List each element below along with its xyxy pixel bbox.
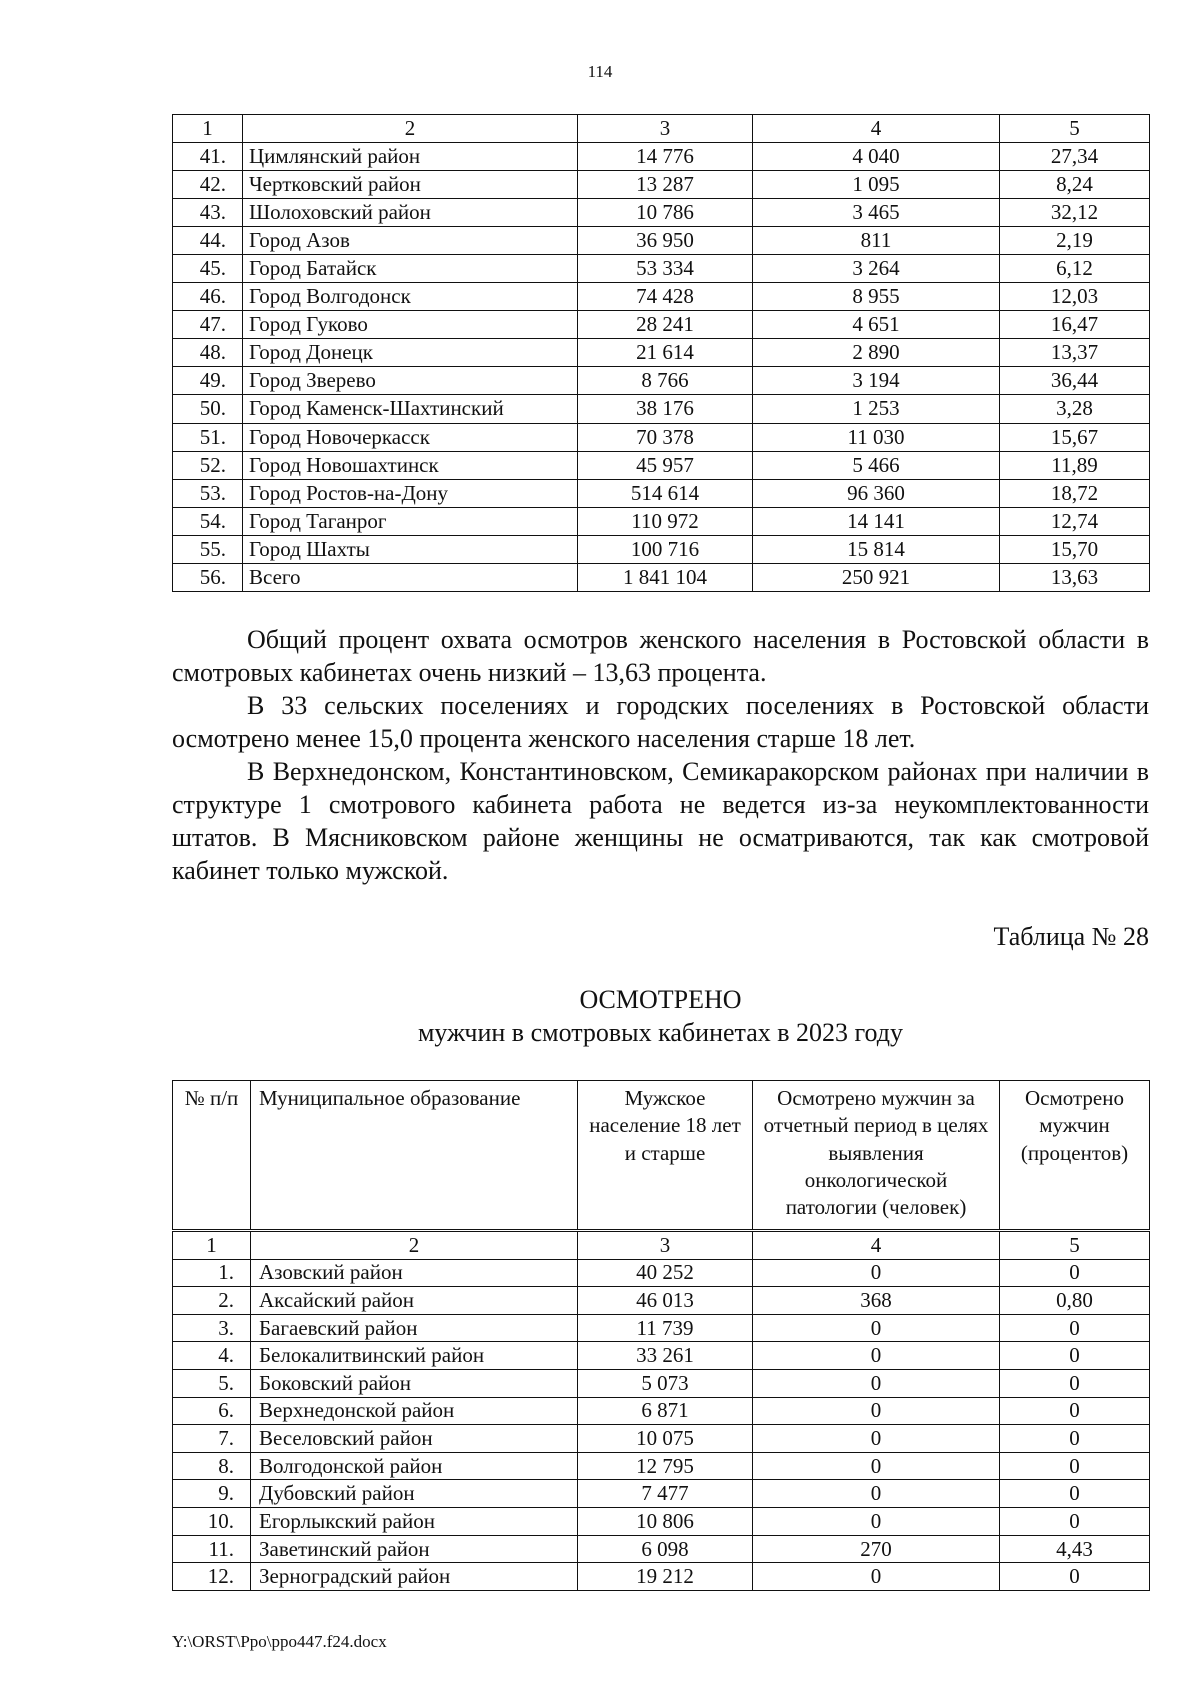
row-number: 3.	[173, 1314, 251, 1342]
municipality-name: Город Шахты	[243, 535, 578, 563]
table-row	[173, 1259, 1150, 1287]
paragraph-3: В Верхнедонском, Константиновском, Семикаракорском районах при наличии в структуре 1 смотрового кабинета работа не ведется из-за неукомплектованности штатов. В Мясниковском районе женщины не осматриваются, так как смотровой кабинет только мужской.	[172, 757, 1149, 885]
examined-percent-value: 8,24	[1000, 171, 1150, 199]
table-label: Таблица № 28	[993, 922, 1149, 951]
examined-count-value: 14 141	[753, 507, 1000, 535]
column-number: 1	[173, 115, 243, 143]
row-number: 52.	[173, 451, 243, 479]
column-number: 1	[173, 1232, 251, 1260]
table-row	[173, 1452, 1150, 1480]
data-table-men	[172, 1231, 1150, 1591]
examined-count-value: 3 264	[753, 255, 1000, 283]
table-row	[173, 1563, 1150, 1591]
header-municipality: Муниципальное образование	[251, 1081, 578, 1231]
table-row	[173, 1397, 1150, 1425]
examined-percent-value: 16,47	[1000, 311, 1150, 339]
municipality-name: Город Таганрог	[243, 507, 578, 535]
population-value: 46 013	[578, 1287, 753, 1315]
municipality-name: Город Новошахтинск	[243, 451, 578, 479]
examined-count-value: 368	[753, 1287, 1000, 1315]
row-number: 8.	[173, 1452, 251, 1480]
row-number: 6.	[173, 1397, 251, 1425]
row-number: 47.	[173, 311, 243, 339]
population-value: 10 075	[578, 1425, 753, 1453]
municipality-name: Город Новочеркасск	[243, 423, 578, 451]
table-row	[173, 367, 1150, 395]
examined-count-value: 0	[753, 1314, 1000, 1342]
header-number: № п/п	[173, 1081, 251, 1231]
population-value: 28 241	[578, 311, 753, 339]
examined-count-value: 0	[753, 1452, 1000, 1480]
examined-count-value: 1 253	[753, 395, 1000, 423]
examined-count-value: 1 095	[753, 171, 1000, 199]
examined-percent-value: 0	[1000, 1452, 1150, 1480]
population-value: 8 766	[578, 367, 753, 395]
municipality-name: Шолоховский район	[243, 199, 578, 227]
examined-count-value: 811	[753, 227, 1000, 255]
municipality-name: Город Волгодонск	[243, 283, 578, 311]
table-row	[173, 1425, 1150, 1453]
examined-percent-value: 0	[1000, 1563, 1150, 1591]
examined-percent-value: 0	[1000, 1259, 1150, 1287]
examined-count-value: 270	[753, 1535, 1000, 1563]
municipality-name: Верхнедонской район	[251, 1397, 578, 1425]
table-row	[173, 171, 1150, 199]
examined-count-value: 5 466	[753, 451, 1000, 479]
population-value: 19 212	[578, 1563, 753, 1591]
examined-count-value: 0	[753, 1259, 1000, 1287]
paragraph-1: Общий процент охвата осмотров женского населения в Ростовской области в смотровых кабинетах очень низкий – 13,63 процента.	[172, 625, 1149, 687]
population-value: 40 252	[578, 1259, 753, 1287]
footer-file-path: Y:\ORST\Ppo\ppo447.f24.docx	[172, 1632, 387, 1651]
data-table-continued	[172, 114, 1150, 592]
table-row	[173, 1480, 1150, 1508]
examined-count-value: 2 890	[753, 339, 1000, 367]
municipality-name: Чертковский район	[243, 171, 578, 199]
population-value: 1 841 104	[578, 563, 753, 591]
row-number: 9.	[173, 1480, 251, 1508]
column-number: 5	[1000, 1232, 1150, 1260]
municipality-name: Цимлянский район	[243, 143, 578, 171]
municipality-name: Город Батайск	[243, 255, 578, 283]
column-number-row	[173, 1232, 1150, 1260]
examined-percent-value: 15,67	[1000, 423, 1150, 451]
examined-percent-value: 0	[1000, 1397, 1150, 1425]
table-row	[173, 395, 1150, 423]
population-value: 45 957	[578, 451, 753, 479]
examined-count-value: 0	[753, 1480, 1000, 1508]
column-number: 3	[578, 115, 753, 143]
column-number: 4	[753, 1232, 1000, 1260]
table-row	[173, 1287, 1150, 1315]
examined-percent-value: 15,70	[1000, 535, 1150, 563]
table-row	[173, 227, 1150, 255]
population-value: 12 795	[578, 1452, 753, 1480]
row-number: 12.	[173, 1563, 251, 1591]
column-number-row	[173, 115, 1150, 143]
table-subtitle: мужчин в смотровых кабинетах в 2023 году	[417, 1018, 904, 1047]
municipality-name: Город Каменск-Шахтинский	[243, 395, 578, 423]
municipality-name: Багаевский район	[251, 1314, 578, 1342]
table-row	[173, 143, 1150, 171]
examined-percent-value: 32,12	[1000, 199, 1150, 227]
table-row	[173, 1370, 1150, 1398]
table-row	[173, 451, 1150, 479]
row-number: 53.	[173, 479, 243, 507]
column-number: 3	[578, 1232, 753, 1260]
table-row	[173, 535, 1150, 563]
municipality-name: Город Гуково	[243, 311, 578, 339]
examined-percent-value: 27,34	[1000, 143, 1150, 171]
examined-count-value: 11 030	[753, 423, 1000, 451]
row-number: 54.	[173, 507, 243, 535]
paragraph-2: В 33 сельских поселениях и городских поселениях в Ростовской области осмотрено менее 15,0 процента женского населения старше 18 лет.	[172, 691, 1149, 753]
municipality-name: Город Зверево	[243, 367, 578, 395]
examined-percent-value: 3,28	[1000, 395, 1150, 423]
examined-count-value: 0	[753, 1425, 1000, 1453]
row-number: 51.	[173, 423, 243, 451]
header-examined-count: Осмотрено мужчин за отчетный период в целях выявления онкологической патологии (человек)	[753, 1081, 1000, 1231]
row-number: 10.	[173, 1508, 251, 1536]
column-number: 2	[251, 1232, 578, 1260]
population-value: 11 739	[578, 1314, 753, 1342]
population-value: 13 287	[578, 171, 753, 199]
examined-count-value: 96 360	[753, 479, 1000, 507]
row-number: 5.	[173, 1370, 251, 1398]
row-number: 11.	[173, 1535, 251, 1563]
examined-percent-value: 18,72	[1000, 479, 1150, 507]
examined-percent-value: 11,89	[1000, 451, 1150, 479]
examined-count-value: 4 040	[753, 143, 1000, 171]
population-value: 10 786	[578, 199, 753, 227]
examined-percent-value: 0	[1000, 1425, 1150, 1453]
municipality-name: Город Азов	[243, 227, 578, 255]
table-row	[173, 1342, 1150, 1370]
row-number: 1.	[173, 1259, 251, 1287]
municipality-name: Азовский район	[251, 1259, 578, 1287]
examined-count-value: 0	[753, 1370, 1000, 1398]
population-value: 6 098	[578, 1535, 753, 1563]
row-number: 49.	[173, 367, 243, 395]
table-row	[173, 563, 1150, 591]
examined-count-value: 0	[753, 1508, 1000, 1536]
examined-percent-value: 0	[1000, 1314, 1150, 1342]
table-row	[173, 1508, 1150, 1536]
municipality-name: Белокалитвинский район	[251, 1342, 578, 1370]
row-number: 41.	[173, 143, 243, 171]
table-row	[173, 423, 1150, 451]
table-row	[173, 255, 1150, 283]
page-number: 114	[587, 62, 613, 81]
examined-count-value: 3 465	[753, 199, 1000, 227]
population-value: 514 614	[578, 479, 753, 507]
table-row	[173, 339, 1150, 367]
row-number: 46.	[173, 283, 243, 311]
table-title: ОСМОТРЕНО	[579, 985, 742, 1014]
municipality-name: Веселовский район	[251, 1425, 578, 1453]
population-value: 74 428	[578, 283, 753, 311]
examined-count-value: 0	[753, 1563, 1000, 1591]
population-value: 5 073	[578, 1370, 753, 1398]
examined-percent-value: 0	[1000, 1480, 1150, 1508]
examined-count-value: 8 955	[753, 283, 1000, 311]
examined-percent-value: 36,44	[1000, 367, 1150, 395]
examined-percent-value: 13,37	[1000, 339, 1150, 367]
examined-percent-value: 0	[1000, 1370, 1150, 1398]
table-header	[172, 1080, 1150, 1232]
table-row	[173, 283, 1150, 311]
table-row	[173, 1535, 1150, 1563]
examined-percent-value: 2,19	[1000, 227, 1150, 255]
table-row	[173, 507, 1150, 535]
examined-percent-value: 0	[1000, 1342, 1150, 1370]
examined-percent-value: 0,80	[1000, 1287, 1150, 1315]
population-value: 38 176	[578, 395, 753, 423]
examined-count-value: 0	[753, 1397, 1000, 1425]
municipality-name: Город Ростов-на-Дону	[243, 479, 578, 507]
municipality-name: Заветинский район	[251, 1535, 578, 1563]
examined-count-value: 15 814	[753, 535, 1000, 563]
table-row	[173, 311, 1150, 339]
examined-percent-value: 12,03	[1000, 283, 1150, 311]
municipality-name: Аксайский район	[251, 1287, 578, 1315]
header-population: Мужское население 18 лет и старше	[578, 1081, 753, 1231]
population-value: 33 261	[578, 1342, 753, 1370]
table-body	[173, 115, 1150, 592]
examined-percent-value: 6,12	[1000, 255, 1150, 283]
row-number: 2.	[173, 1287, 251, 1315]
examined-percent-value: 13,63	[1000, 563, 1150, 591]
row-number: 42.	[173, 171, 243, 199]
population-value: 21 614	[578, 339, 753, 367]
table-row	[173, 479, 1150, 507]
row-number: 45.	[173, 255, 243, 283]
population-value: 100 716	[578, 535, 753, 563]
municipality-name: Волгодонской район	[251, 1452, 578, 1480]
row-number: 50.	[173, 395, 243, 423]
population-value: 36 950	[578, 227, 753, 255]
municipality-name: Егорлыкский район	[251, 1508, 578, 1536]
population-value: 14 776	[578, 143, 753, 171]
header-examined-percent: Осмотрено мужчин (процентов)	[1000, 1081, 1150, 1231]
population-value: 53 334	[578, 255, 753, 283]
examined-percent-value: 4,43	[1000, 1535, 1150, 1563]
table-row	[173, 199, 1150, 227]
examined-percent-value: 12,74	[1000, 507, 1150, 535]
municipality-name: Боковский район	[251, 1370, 578, 1398]
examined-count-value: 4 651	[753, 311, 1000, 339]
row-number: 48.	[173, 339, 243, 367]
column-number: 5	[1000, 115, 1150, 143]
population-value: 70 378	[578, 423, 753, 451]
population-value: 7 477	[578, 1480, 753, 1508]
column-number: 2	[243, 115, 578, 143]
row-number: 43.	[173, 199, 243, 227]
examined-count-value: 250 921	[753, 563, 1000, 591]
population-value: 110 972	[578, 507, 753, 535]
municipality-name: Зерноградский район	[251, 1563, 578, 1591]
row-number: 7.	[173, 1425, 251, 1453]
row-number: 4.	[173, 1342, 251, 1370]
examined-percent-value: 0	[1000, 1508, 1150, 1536]
row-number: 55.	[173, 535, 243, 563]
examined-count-value: 3 194	[753, 367, 1000, 395]
municipality-name: Всего	[243, 563, 578, 591]
table-body	[173, 1232, 1150, 1591]
row-number: 56.	[173, 563, 243, 591]
municipality-name: Город Донецк	[243, 339, 578, 367]
municipality-name: Дубовский район	[251, 1480, 578, 1508]
population-value: 10 806	[578, 1508, 753, 1536]
row-number: 44.	[173, 227, 243, 255]
table-row	[173, 1314, 1150, 1342]
examined-count-value: 0	[753, 1342, 1000, 1370]
column-number: 4	[753, 115, 1000, 143]
population-value: 6 871	[578, 1397, 753, 1425]
